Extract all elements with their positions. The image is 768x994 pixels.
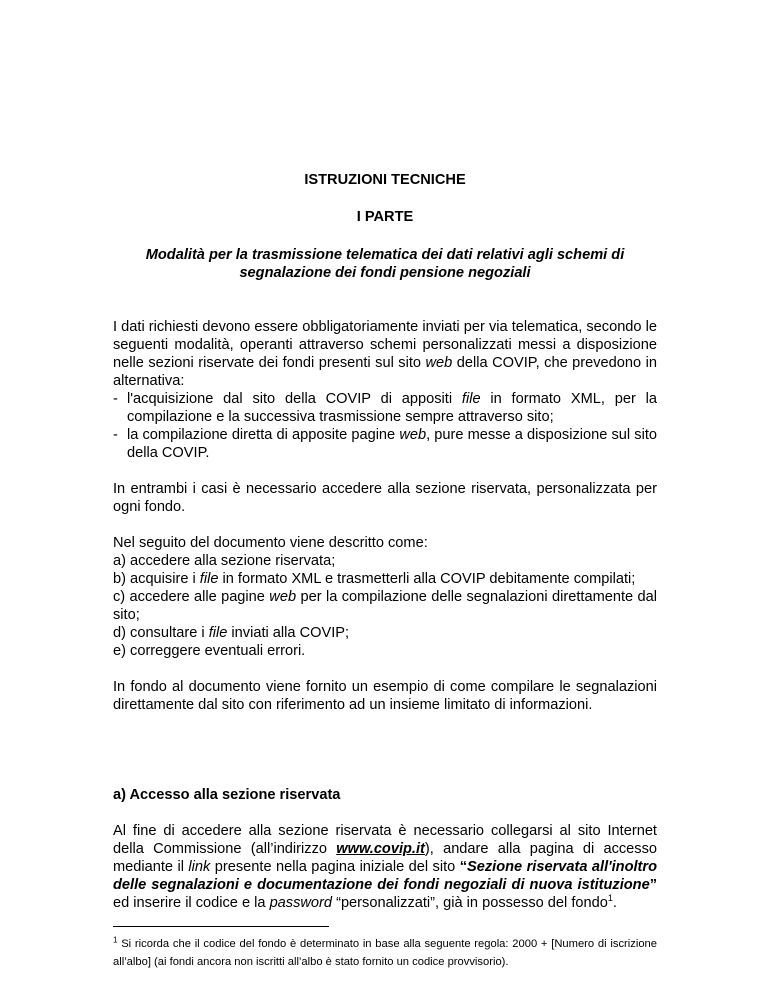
footnote-divider	[113, 926, 329, 927]
text-run: e) correggere eventuali errori.	[113, 643, 306, 659]
list-bullet: -	[113, 427, 118, 443]
list-item	[113, 426, 657, 462]
paragraph	[113, 318, 657, 390]
text-run: “personalizzati”, già in possesso del fondo	[332, 895, 608, 911]
paragraph	[113, 588, 657, 624]
text-run: web	[269, 589, 297, 605]
paragraph	[113, 678, 657, 714]
footnote-text: Si ricorda che il codice del fondo è determinato in base alla seguente regola: 2000 + [Numero di iscrizione all’albo] (ai fondi ancora non iscritti all’albo è stato fornito un codice provvisorio).	[113, 938, 657, 968]
text-run: presente nella pagina iniziale del sito	[210, 859, 460, 875]
list-item-text	[127, 390, 657, 426]
footnote-reference[interactable]: 1	[607, 893, 613, 904]
text-run: Sezione riservata all'inoltro delle segnalazioni e documentazione dei fondi negoziali di nuova istituzione	[113, 859, 657, 893]
list-item-text	[127, 426, 657, 462]
text-run: in formato XML e trasmetterli alla COVIP debitamente compilati;	[218, 571, 636, 587]
paragraph	[113, 642, 657, 660]
text-run: per la compilazione delle segnalazioni direttamente dal sito;	[113, 589, 657, 623]
footnote-marker: 1	[113, 935, 118, 945]
text-run: ), andare alla pagina di accesso mediante il	[113, 841, 657, 875]
text-run: file	[461, 391, 481, 407]
list-item	[113, 390, 657, 426]
paragraph	[113, 480, 657, 516]
text-run: file	[208, 625, 228, 641]
text-run: d) consultare i	[113, 625, 209, 641]
text-run: In entrambi i casi è necessario accedere alla sezione riservata, personalizzata per ogni fondo.	[113, 481, 657, 515]
text-run: “	[459, 859, 468, 875]
text-run: , pure messe a disposizione sul sito della COVIP.	[127, 427, 657, 461]
text-run: link	[188, 859, 211, 875]
paragraph	[113, 570, 657, 588]
text-run: web	[399, 427, 427, 443]
paragraph	[113, 552, 657, 570]
text-run: Al fine di accedere alla sezione riservata è necessario collegarsi al sito Internet della Commissione (all’indirizzo	[113, 823, 657, 857]
section-heading	[113, 786, 657, 804]
covip-link[interactable]: www.covip.it	[336, 841, 425, 857]
text-run: ed inserire il codice e la	[113, 895, 270, 911]
text-run: web	[425, 355, 453, 371]
text-run: della COVIP, che prevedono in alternativa:	[113, 355, 657, 389]
text-run: I dati richiesti devono essere obbligatoriamente inviati per via telematica, secondo le seguenti modalità, operanti attraverso schemi personalizzati messi a disposizione nelle sezioni riservate dei fondi presenti sul sito	[113, 319, 657, 371]
text-run: password	[269, 895, 333, 911]
paragraph	[113, 822, 657, 912]
paragraph	[113, 534, 657, 552]
text-run: c) accedere alle pagine	[113, 589, 270, 605]
text-run: In fondo al documento viene fornito un esempio di come compilare le segnalazioni direttamente dal sito con riferimento ad un insieme limitato di informazioni.	[113, 679, 657, 713]
text-run: a) Accesso alla sezione riservata	[113, 787, 341, 803]
text-run: l'acquisizione dal sito della COVIP di appositi	[127, 391, 462, 407]
text-run: Nel seguito del documento viene descritto come:	[113, 535, 428, 551]
list-bullet: -	[113, 391, 118, 407]
spacer	[113, 732, 657, 786]
document-subtitle: Modalità per la trasmissione telematica dei dati relativi agli schemi di segnalazione dei fondi pensione negoziali	[145, 247, 625, 281]
document-body	[113, 318, 657, 930]
footnote	[113, 935, 657, 971]
text-run: file	[199, 571, 219, 587]
text-run: in formato XML, per la compilazione e la successiva trasmissione sempre attraverso sito;	[127, 391, 657, 425]
text-run: .	[612, 895, 617, 911]
text-run: inviati alla COVIP;	[227, 625, 350, 641]
text-run: b) acquisire i	[113, 571, 200, 587]
text-run: la compilazione diretta di apposite pagine	[127, 427, 400, 443]
text-run: a) accedere alla sezione riservata;	[113, 553, 336, 569]
paragraph	[113, 624, 657, 642]
part-heading: I PARTE	[356, 209, 414, 225]
document-title: ISTRUZIONI TECNICHE	[304, 172, 466, 188]
text-run: ”	[649, 877, 657, 893]
